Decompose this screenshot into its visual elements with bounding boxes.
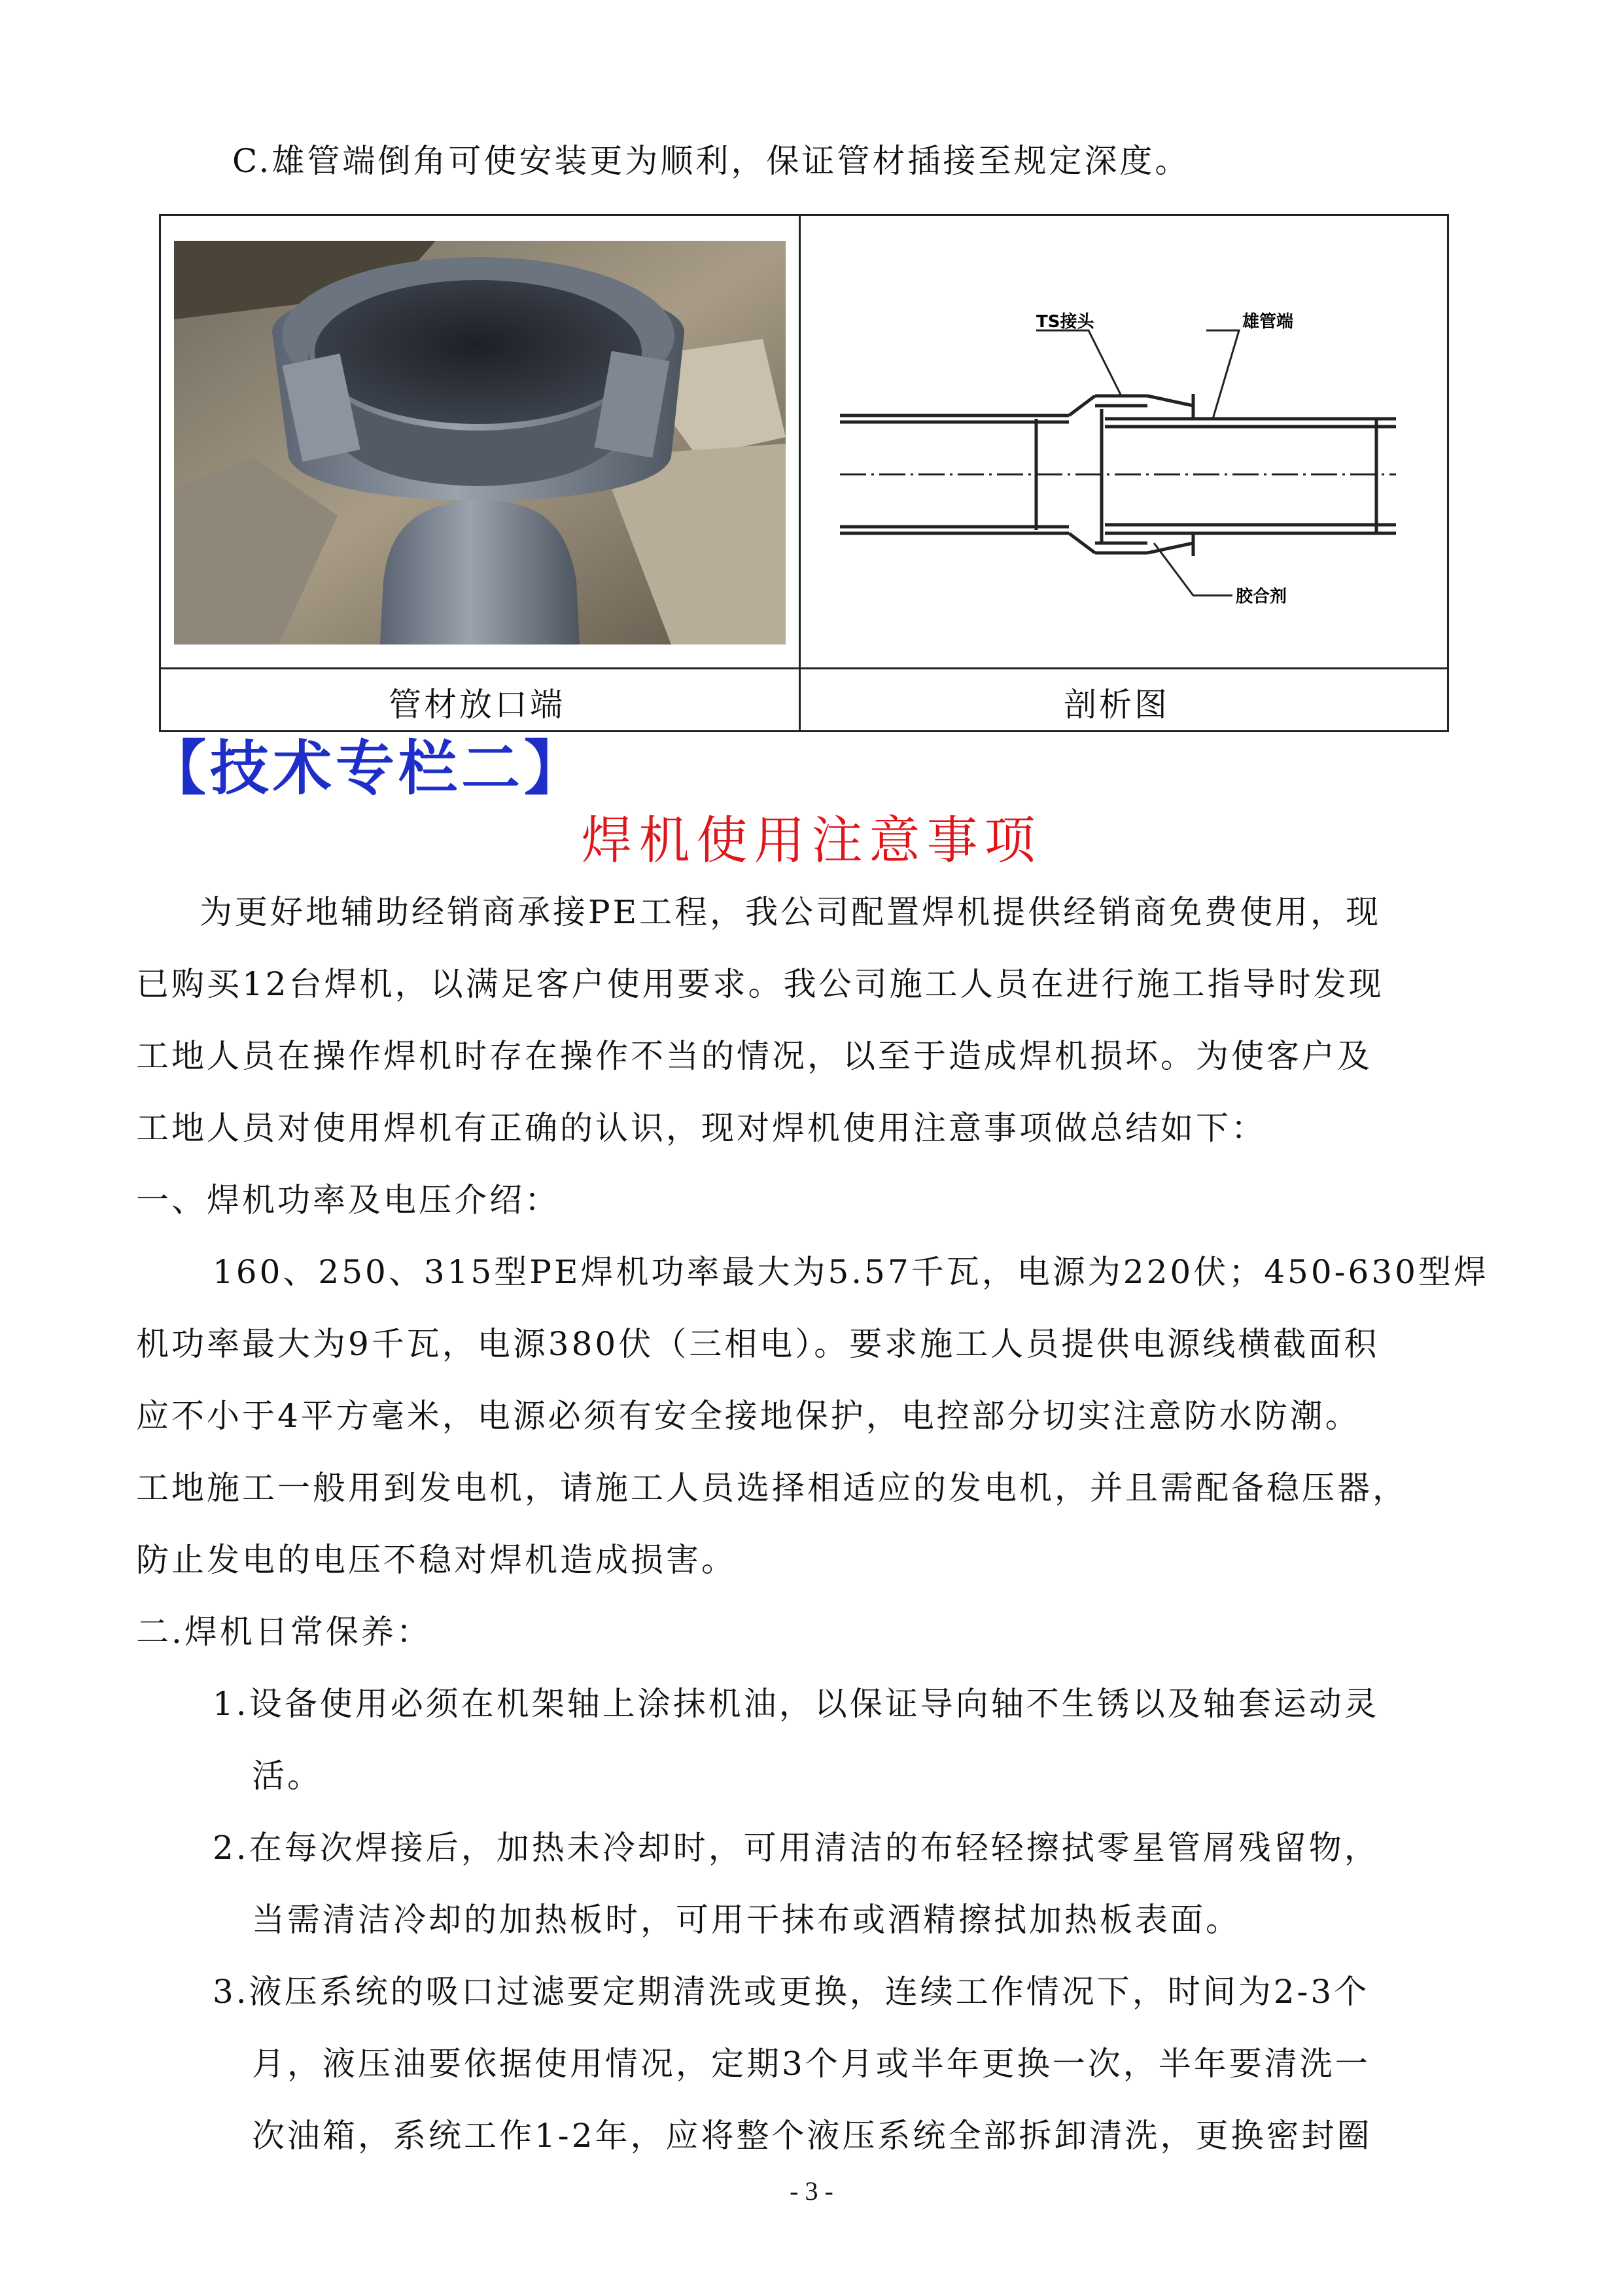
headline: 焊机使用注意事项	[581, 811, 1042, 870]
maintenance-item-3-line-1: 3.液压系统的吸口过滤要定期清洗或更换，连续工作情况下，时间为2-3个	[213, 1973, 1370, 2011]
intro-paragraph-line-3: 工地人员在操作焊机时存在操作不当的情况，以至于造成焊机损坏。为使客户及	[136, 1037, 1372, 1075]
heading-maintenance: 二.焊机日常保养：	[136, 1613, 432, 1651]
male-end-label: 雄管端	[1242, 312, 1294, 332]
power-paragraph-line-3: 应不小于4平方毫米，电源必须有安全接地保护，电控部分切实注意防水防潮。	[136, 1397, 1361, 1435]
diagram-cell	[801, 216, 1447, 667]
section-title: 【技术专栏二】	[147, 734, 587, 803]
caption-left: 管材放口端	[389, 686, 565, 724]
maintenance-item-2-line-2: 当需清洁冷却的加热板时，可用干抹布或酒精擦拭加热板表面。	[252, 1901, 1241, 1939]
power-paragraph-line-2: 机功率最大为9千瓦，电源380伏（三相电）。要求施工人员提供电源线横截面积	[136, 1325, 1380, 1363]
heading-power: 一、焊机功率及电压介绍：	[136, 1181, 560, 1219]
power-paragraph-line-4: 工地施工一般用到发电机，请施工人员选择相适应的发电机，并且需配备稳压器，	[136, 1469, 1408, 1507]
intro-line: C.雄管端倒角可使安装更为顺利，保证管材插接至规定深度。	[232, 142, 1191, 180]
maintenance-item-2-line-1: 2.在每次焊接后，加热未冷却时，可用清洁的布轻轻擦拭零星管屑残留物，	[213, 1829, 1380, 1867]
figure-table	[159, 214, 1449, 732]
cross-section-diagram	[840, 255, 1396, 622]
intro-paragraph-line-1: 为更好地辅助经销商承接PE工程，我公司配置焊机提供经销商免费使用，现	[200, 893, 1382, 931]
intro-paragraph-line-4: 工地人员对使用焊机有正确的认识，现对焊机使用注意事项做总结如下：	[136, 1109, 1266, 1147]
intro-paragraph-line-2: 已购买12台焊机，以满足客户使用要求。我公司施工人员在进行施工指导时发现	[136, 965, 1384, 1003]
photo-cell	[161, 216, 801, 667]
maintenance-item-3-line-3: 次油箱，系统工作1-2年，应将整个液压系统全部拆卸清洗，更换密封圈	[252, 2117, 1372, 2155]
caption-row	[161, 667, 1447, 730]
maintenance-item-1-line-1: 1.设备使用必须在机架轴上涂抹机油，以保证导向轴不生锈以及轴套运动灵	[213, 1685, 1380, 1723]
caption-right: 剖析图	[1064, 686, 1170, 724]
maintenance-item-3-line-2: 月，液压油要依据使用情况，定期3个月或半年更换一次，半年要清洗一	[252, 2045, 1370, 2083]
page-number: - 3 -	[790, 2176, 833, 2206]
pipe-bell-end-photo	[174, 241, 786, 645]
ts-joint-label: TS接头	[1036, 312, 1094, 332]
power-paragraph-line-1: 160、250、315型PE焊机功率最大为5.57千瓦，电源为220伏；450-630型焊	[213, 1253, 1489, 1291]
maintenance-item-1-line-2: 活。	[252, 1757, 323, 1795]
power-paragraph-line-5: 防止发电的电压不稳对焊机造成损害。	[136, 1541, 737, 1579]
caption-divider	[799, 669, 801, 730]
adhesive-label: 胶合剂	[1236, 587, 1287, 607]
